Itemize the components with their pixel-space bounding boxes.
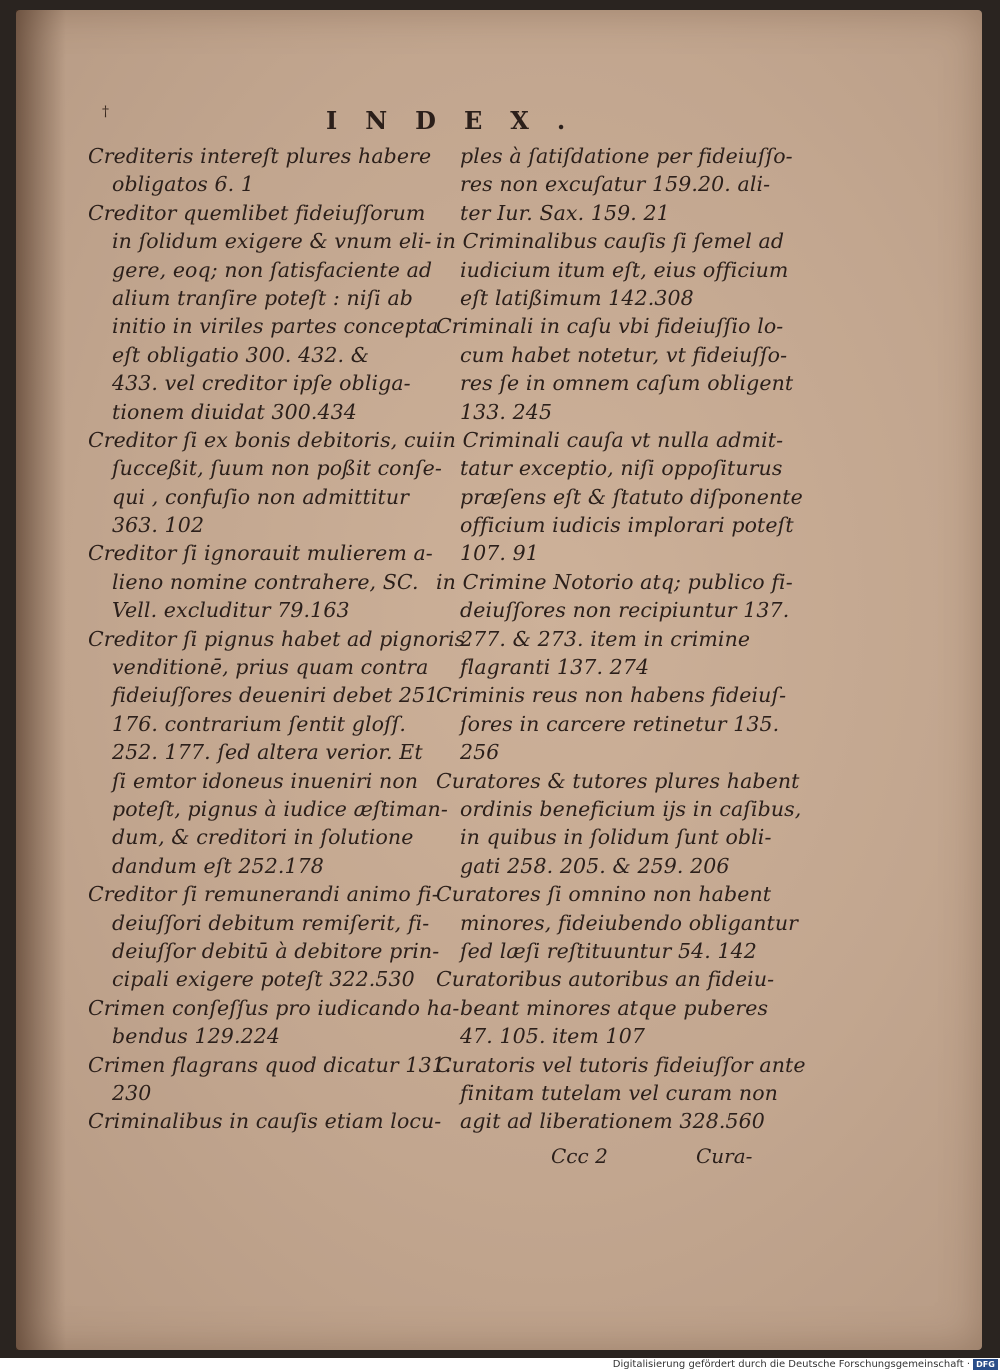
credit-text: Digitalisierung gefördert durch die Deutsche Forschungsgemeinschaft · — [612, 1359, 970, 1370]
index-line: deiuſſores non recipiuntur 137. — [460, 598, 790, 623]
index-line: initio in viriles partes concepta — [112, 314, 439, 339]
index-line: lieno nomine contrahere, SC. — [112, 569, 419, 594]
index-line: iudicium itum eſt, eius officium — [460, 257, 789, 282]
index-line: deiuſſor debitū à debitore prin- — [112, 938, 440, 963]
index-line: cipali exigere poteſt 322.530 — [112, 967, 415, 992]
index-line: Criminalibus in cauſis etiam locu- — [88, 1109, 442, 1134]
index-line: minores, fideiubendo obligantur — [460, 910, 799, 935]
index-line: Creditor ſi pignus habet ad pignoris — [88, 626, 466, 651]
index-line: flagranti 137. 274 — [460, 655, 650, 680]
index-line: Creditor ſi ignorauit mulierem a- — [88, 541, 433, 566]
index-line: Creditor ſi ex bonis debitoris, cui — [88, 427, 436, 452]
index-line: res non excuſatur 159.20. ali- — [460, 172, 771, 197]
index-line: beant minores atque puberes — [460, 995, 769, 1020]
index-line: in Criminali cauſa vt nulla admit- — [436, 427, 784, 452]
index-line: gati 258. 205. & 259. 206 — [460, 853, 730, 878]
index-line: ples à ſatiſdatione per fideiuſſo- — [460, 144, 793, 168]
index-line: 256 — [460, 740, 500, 765]
index-line: venditionē, prius quam contra — [112, 655, 429, 680]
index-line: finitam tutelam vel curam non — [460, 1080, 778, 1105]
index-line: 252. 177. ſed altera verior. Et — [112, 740, 423, 765]
index-line: præſens eſt & ſtatuto diſponente — [460, 484, 803, 509]
index-line: obligatos 6. 1 — [112, 172, 255, 197]
index-line: Criminis reus non habens fideiuſ- — [436, 683, 787, 708]
page-header: INDEX. — [326, 106, 594, 135]
index-line: tatur exceptio, niſi oppoſiturus — [460, 456, 783, 481]
index-line: dum, & creditori in ſolutione — [112, 825, 414, 850]
index-line: gere, eoq; non ſatisfaciente ad — [112, 257, 433, 282]
right-column — [436, 142, 806, 1136]
index-line: fideiuſſores deueniri debet 251. — [112, 683, 445, 708]
left-column — [88, 142, 466, 1136]
index-line: dandum eſt 252.178 — [112, 853, 324, 878]
index-line: 107. 91 — [460, 541, 539, 566]
index-line: eſt obligatio 300. 432. & — [112, 342, 370, 367]
index-line: cum habet notetur, vt fideiuſſo- — [460, 342, 788, 367]
index-line: Curatores ſi omnino non habent — [436, 882, 772, 907]
index-line: 363. 102 — [112, 513, 205, 538]
index-line: 176. contrarium ſentit gloſſ. — [112, 711, 407, 736]
book-page — [16, 10, 982, 1350]
index-line: Vell. excluditur 79.163 — [112, 598, 350, 623]
index-line: qui , confuſio non admittitur — [112, 484, 410, 509]
index-line: tionem diuidat 300.434 — [112, 399, 357, 424]
index-line: deiuſſori debitum remiſerit, fi- — [112, 910, 430, 935]
index-line: agit ad liberationem 328.560 — [460, 1109, 765, 1134]
index-line: Crimen flagrans quod dicatur 131. — [88, 1052, 452, 1077]
index-line: eſt latißimum 142.308 — [460, 285, 694, 310]
index-line: 433. vel creditor ipſe obliga- — [112, 371, 411, 396]
index-line: ſi emtor idoneus inueniri non — [112, 768, 419, 793]
index-line: Creditor quemlibet fideiuſſorum — [88, 200, 426, 225]
index-line: Crediteris intereſt plures habere — [88, 144, 432, 168]
index-line: Curatores & tutores plures habent — [436, 768, 800, 793]
index-line: bendus 129.224 — [112, 1024, 280, 1049]
index-line: Creditor ſi remunerandi animo fi- — [88, 882, 439, 907]
margin-mark: † — [102, 104, 109, 120]
index-line: in quibus in ſolidum ſunt obli- — [460, 825, 772, 850]
index-line: in ſolidum exigere & vnum eli- — [112, 229, 432, 254]
index-line: ſed læſi reſtituuntur 54. 142 — [460, 938, 757, 963]
index-line: Curatoribus autoribus an fideiu- — [436, 967, 775, 992]
index-line: res ſe in omnem caſum obligent — [460, 371, 794, 396]
index-line: Criminali in caſu vbi fideiuſſio lo- — [436, 314, 784, 339]
index-line: in Crimine Notorio atq; publico fi- — [436, 569, 793, 594]
index-line: poteſt, pignus à iudice æſtiman- — [112, 796, 448, 821]
index-line: alium tranſire poteſt : niſi ab — [112, 285, 414, 310]
index-line: 277. & 273. item in crimine — [460, 626, 751, 651]
signature-mark: Ccc 2 — [551, 1144, 608, 1168]
index-line: ſores in carcere retinetur 135. — [460, 711, 780, 736]
catchword: Cura- — [696, 1144, 753, 1168]
index-line: in Criminalibus cauſis ſi ſemel ad — [436, 229, 785, 254]
index-line: 47. 105. item 107 — [460, 1024, 645, 1049]
dfg-logo-icon: DFG — [973, 1359, 998, 1370]
index-line: ordinis beneficium ijs in caſibus, — [460, 796, 802, 821]
credit-bar — [0, 1358, 1000, 1371]
index-line: ter Iur. Sax. 159. 21 — [460, 200, 670, 225]
index-line: 133. 245 — [460, 399, 553, 424]
index-line: Curatoris vel tutoris fideiuſſor ante — [436, 1052, 806, 1077]
index-line: Crimen conſeſſus pro iudicando ha- — [88, 995, 460, 1020]
index-line: officium iudicis implorari poteſt — [460, 513, 794, 538]
index-line: 230 — [112, 1080, 152, 1105]
index-line: ſucceßit, ſuum non poßit conſe- — [112, 456, 442, 481]
